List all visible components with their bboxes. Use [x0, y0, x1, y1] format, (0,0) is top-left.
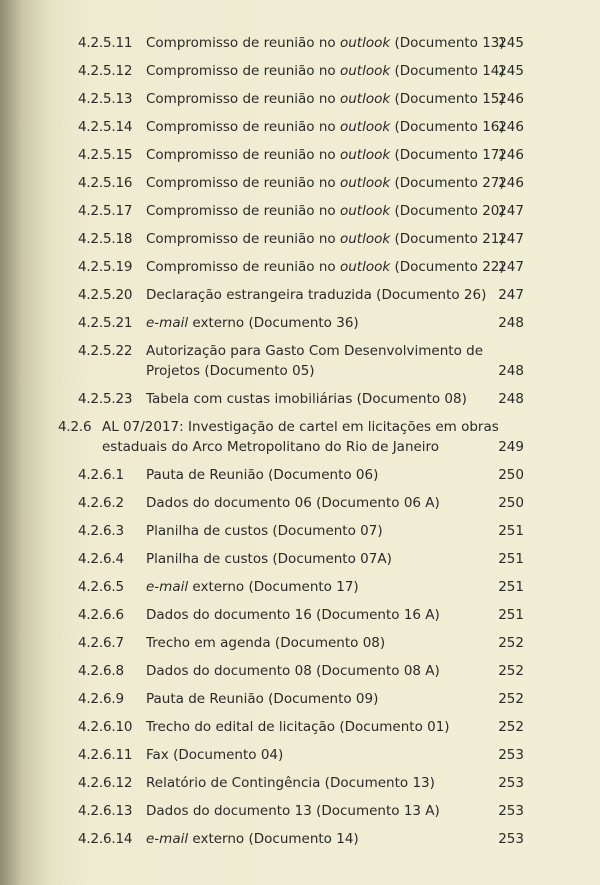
- entry-number: 4.2.6.4: [78, 551, 124, 567]
- entry-number: 4.2.6.1: [78, 467, 124, 483]
- entry-page: 251: [498, 607, 524, 623]
- entry-number: 4.2.6.11: [78, 747, 133, 763]
- entry-page: 248: [498, 363, 524, 379]
- entry-number: 4.2.5.13: [78, 91, 133, 107]
- entry-number: 4.2.5.11: [78, 35, 133, 51]
- entry-title: Dados do documento 06 (Documento 06 A): [146, 495, 440, 511]
- entry-number: 4.2.5.19: [78, 259, 133, 275]
- entry-page: 246: [498, 175, 524, 191]
- entry-page: 247: [498, 287, 524, 303]
- entry-page: 253: [498, 803, 524, 819]
- entry-number: 4.2.5.22: [78, 343, 133, 359]
- entry-page: 248: [498, 391, 524, 407]
- entry-title: Trecho em agenda (Documento 08): [146, 635, 386, 651]
- entry-number: 4.2.5.16: [78, 175, 133, 191]
- entry-page: 246: [498, 147, 524, 163]
- entry-number: 4.2.6.14: [78, 831, 133, 847]
- entry-page: 253: [498, 747, 524, 763]
- entry-number: 4.2.6.9: [78, 691, 124, 707]
- entry-number: 4.2.6.10: [78, 719, 133, 735]
- entry-title: e-mail externo (Documento 17): [146, 579, 359, 595]
- entry-title: Pauta de Reunião (Documento 06): [146, 467, 379, 483]
- entry-title: Dados do documento 13 (Documento 13 A): [146, 803, 440, 819]
- entry-page: 245: [498, 35, 524, 51]
- entry-number: 4.2.6.6: [78, 607, 124, 623]
- entry-page: 253: [498, 831, 524, 847]
- entry-title-line1: Autorização para Gasto Com Desenvolvimento de: [146, 343, 484, 359]
- entry-page: 246: [498, 91, 524, 107]
- entry-title: Compromisso de reunião no outlook (Documento 21): [146, 231, 505, 247]
- entry-number: 4.2.5.12: [78, 63, 133, 79]
- entry-number: 4.2.6.2: [78, 495, 124, 511]
- entry-title: Compromisso de reunião no outlook (Documento 27): [146, 175, 505, 191]
- entry-title: Compromisso de reunião no outlook (Documento 13): [146, 35, 505, 51]
- entry-page: 247: [498, 231, 524, 247]
- entry-number: 4.2.6.5: [78, 579, 124, 595]
- entry-page: 251: [498, 551, 524, 567]
- entry-title: Compromisso de reunião no outlook (Documento 20): [146, 203, 505, 219]
- entry-page: 247: [498, 203, 524, 219]
- entry-number: 4.2.5.14: [78, 119, 133, 135]
- section-number: 4.2.6: [58, 419, 92, 435]
- section-title-line2: estaduais do Arco Metropolitano do Rio de Janeiro: [102, 439, 440, 455]
- entry-title: Fax (Documento 04): [146, 747, 284, 763]
- entry-page: 252: [498, 663, 524, 679]
- entry-page: 251: [498, 579, 524, 595]
- entry-page: 252: [498, 635, 524, 651]
- entry-title: Tabela com custas imobiliárias (Documento 08): [146, 391, 467, 407]
- entry-number: 4.2.6.12: [78, 775, 133, 791]
- entry-title: Declaração estrangeira traduzida (Documento 26): [146, 287, 487, 303]
- entry-title: e-mail externo (Documento 36): [146, 315, 359, 331]
- section-title-line1: AL 07/2017: Investigação de cartel em licitações em obras: [102, 419, 499, 435]
- entry-number: 4.2.5.18: [78, 231, 133, 247]
- entry-number: 4.2.5.23: [78, 391, 133, 407]
- entry-page: 245: [498, 63, 524, 79]
- entry-title: Dados do documento 08 (Documento 08 A): [146, 663, 440, 679]
- entry-number: 4.2.6.7: [78, 635, 124, 651]
- entry-number: 4.2.6.13: [78, 803, 133, 819]
- entry-title: Relatório de Contingência (Documento 13): [146, 775, 435, 791]
- entry-page: 248: [498, 315, 524, 331]
- entry-page: 247: [498, 259, 524, 275]
- entry-number: 4.2.6.3: [78, 523, 124, 539]
- entry-title: Compromisso de reunião no outlook (Documento 16): [146, 119, 505, 135]
- entry-title: Planilha de custos (Documento 07): [146, 523, 383, 539]
- entry-number: 4.2.5.20: [78, 287, 133, 303]
- entry-title: Trecho do edital de licitação (Documento 01): [146, 719, 450, 735]
- entry-title: Compromisso de reunião no outlook (Documento 22): [146, 259, 505, 275]
- entry-title: Pauta de Reunião (Documento 09): [146, 691, 379, 707]
- entry-page: 252: [498, 719, 524, 735]
- entry-title-line2: Projetos (Documento 05): [146, 363, 315, 379]
- entry-page: 253: [498, 775, 524, 791]
- entry-title: Planilha de custos (Documento 07A): [146, 551, 392, 567]
- entry-title: Dados do documento 16 (Documento 16 A): [146, 607, 440, 623]
- entry-title: e-mail externo (Documento 14): [146, 831, 359, 847]
- entry-number: 4.2.5.21: [78, 315, 133, 331]
- entry-page: 251: [498, 523, 524, 539]
- entry-number: 4.2.5.15: [78, 147, 133, 163]
- entry-page: 252: [498, 691, 524, 707]
- entry-page: 250: [498, 495, 524, 511]
- entry-page: 246: [498, 119, 524, 135]
- entry-title: Compromisso de reunião no outlook (Documento 15): [146, 91, 505, 107]
- entry-page: 250: [498, 467, 524, 483]
- entry-title: Compromisso de reunião no outlook (Documento 17): [146, 147, 505, 163]
- entry-number: 4.2.6.8: [78, 663, 124, 679]
- entry-number: 4.2.5.17: [78, 203, 133, 219]
- entry-title: Compromisso de reunião no outlook (Documento 14): [146, 63, 505, 79]
- section-page: 249: [498, 439, 524, 455]
